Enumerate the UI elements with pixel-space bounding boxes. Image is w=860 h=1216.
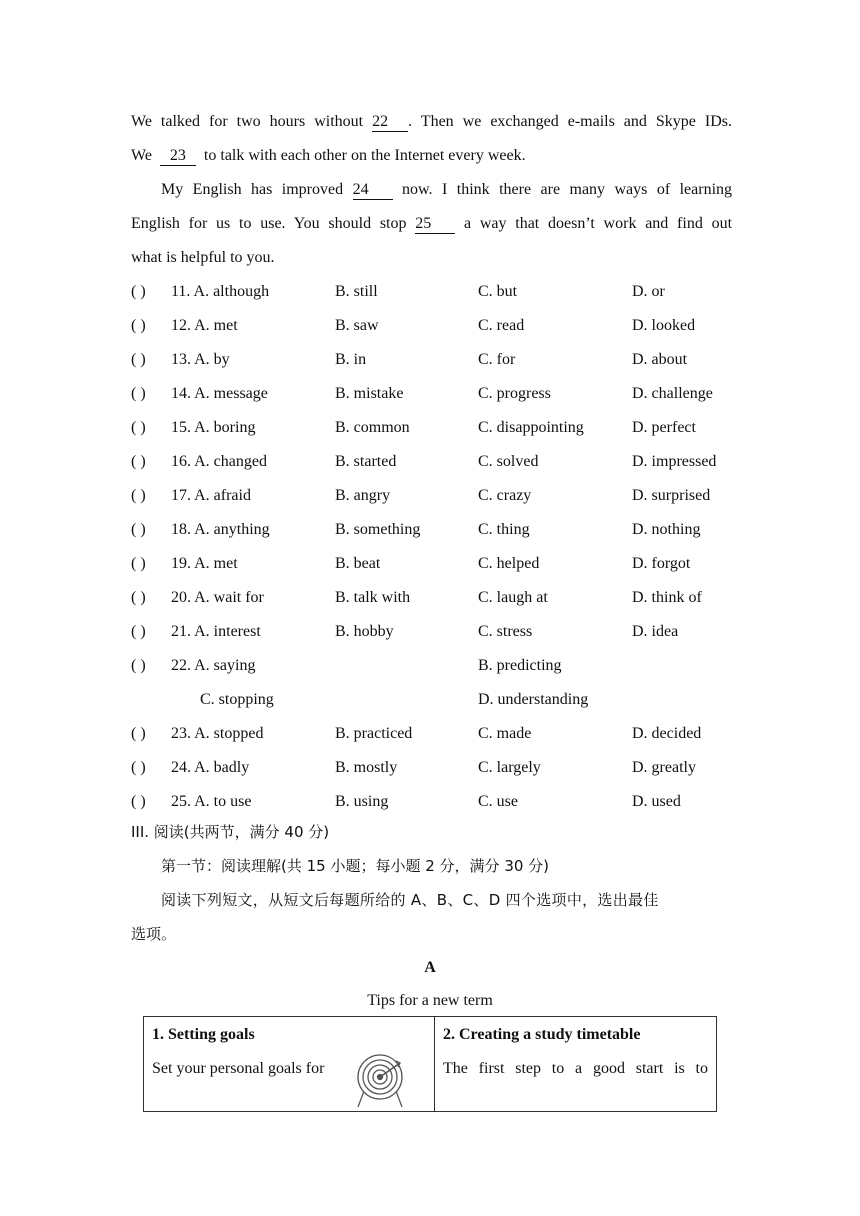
blank-25: 25 xyxy=(415,215,455,234)
question-13: ( ) 13. A. by B. in C. for D. about xyxy=(131,351,688,368)
passage-line-4: English for us to use. You should stop 25 a way that doesn’t work and find out xyxy=(131,215,733,232)
passage-line-2: We 23 to talk with each other on the Internet every week. xyxy=(131,147,526,164)
blank-24: 24 xyxy=(353,181,393,200)
tips-table xyxy=(143,1016,717,1112)
passage-line-5: what is helpful to you. xyxy=(131,249,275,266)
question-21: ( ) 21. A. interest B. hobby C. stress D. idea xyxy=(131,623,679,640)
section-heading: III. 阅读(共两节，满分 40 分) xyxy=(131,823,330,841)
question-11: ( ) 11. A. although B. still C. but D. or xyxy=(131,283,665,300)
article-letter: A xyxy=(424,959,436,976)
passage-line-1: We talked for two hours without 22 . Then we exchanged e-mails and Skype IDs. xyxy=(131,113,733,130)
tip-box-goals xyxy=(144,1017,435,1112)
section-subheading: 第一节：阅读理解(共 15 小题；每小题 2 分，满分 30 分) xyxy=(161,857,550,875)
tip-title-timetable: 2. Creating a study timetable xyxy=(443,1026,641,1043)
question-22: ( ) 22. A. saying B. predicting xyxy=(131,657,562,674)
tip-text-goals: Set your personal goals for xyxy=(152,1060,325,1077)
blank-22: 22 xyxy=(372,113,408,132)
question-24: ( ) 24. A. badly B. mostly C. largely D. greatly xyxy=(131,759,696,776)
question-18: ( ) 18. A. anything B. something C. thing D. nothing xyxy=(131,521,701,538)
question-12: ( ) 12. A. met B. saw C. read D. looked xyxy=(131,317,696,334)
question-19: ( ) 19. A. met B. beat C. helped D. forgot xyxy=(131,555,691,572)
blank-23: 23 xyxy=(160,147,196,166)
instructions-line-2: 选项。 xyxy=(131,925,177,943)
tip-text-timetable: The first step to a good start is to xyxy=(443,1060,708,1077)
instructions-line-1: 阅读下列短文，从短文后每题所给的 A、B、C、D 四个选项中，选出最佳 xyxy=(161,891,659,909)
question-25: ( ) 25. A. to use B. using C. use D. used xyxy=(131,793,681,810)
question-14: ( ) 14. A. message B. mistake C. progress D. challenge xyxy=(131,385,713,402)
question-17: ( ) 17. A. afraid B. angry C. crazy D. surprised xyxy=(131,487,711,504)
article-title: Tips for a new term xyxy=(367,992,493,1009)
question-16: ( ) 16. A. changed B. started C. solved D. impressed xyxy=(131,453,717,470)
question-20: ( ) 20. A. wait for B. talk with C. laugh at D. think of xyxy=(131,589,702,606)
passage-line-3: My English has improved 24 now. I think there are many ways of learning xyxy=(161,181,733,198)
question-15: ( ) 15. A. boring B. common C. disappointing D. perfect xyxy=(131,419,696,436)
question-23: ( ) 23. A. stopped B. practiced C. made D. decided xyxy=(131,725,702,742)
question-22-line2: C. stopping D. understanding xyxy=(200,691,589,708)
tip-title-goals: 1. Setting goals xyxy=(152,1026,255,1043)
tip-box-timetable xyxy=(435,1017,717,1112)
target-icon xyxy=(354,1051,406,1109)
